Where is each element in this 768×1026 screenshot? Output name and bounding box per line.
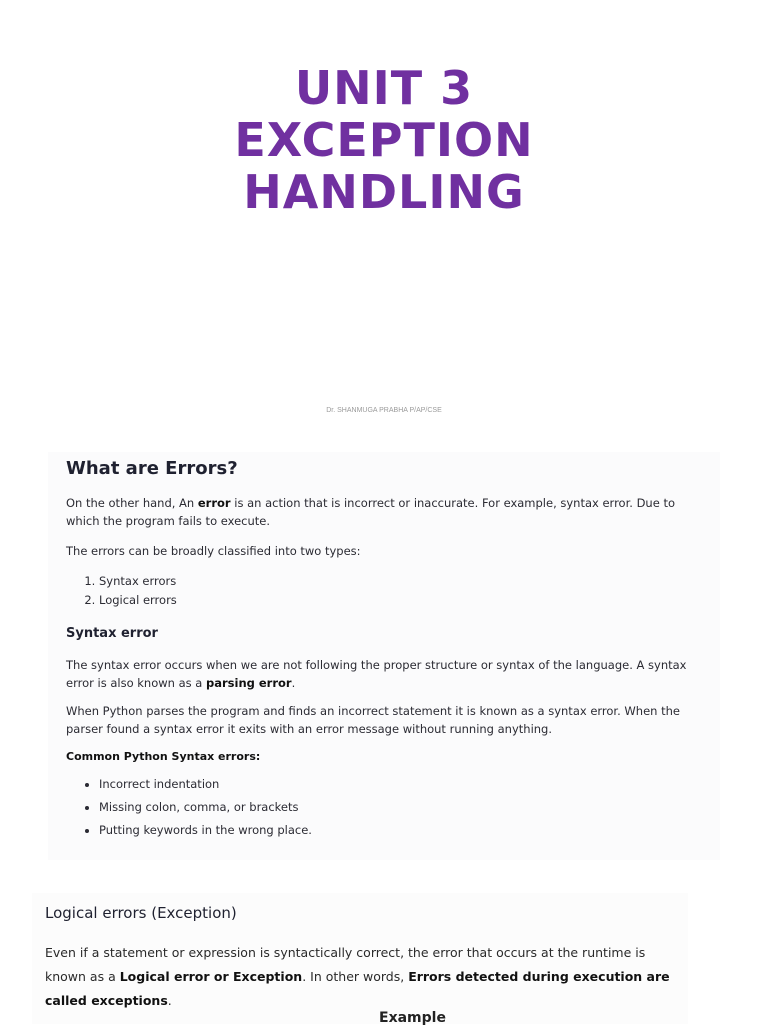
title-line-1: UNIT 3 [294, 61, 474, 115]
common-errors-heading: Common Python Syntax errors: [66, 750, 261, 763]
syntax-heading: Syntax error [66, 626, 158, 641]
error-types-list [66, 572, 702, 610]
errors-heading: What are Errors? [66, 458, 238, 479]
list-item: • Putting keywords in the wrong place. [99, 819, 702, 842]
slide-footer: Dr. SHANMUGA PRABHA P/AP/CSE [326, 407, 442, 414]
logical-errors-panel [32, 893, 688, 1024]
example-label: Example [379, 1010, 446, 1026]
logical-heading: Logical errors (Exception) [45, 904, 237, 922]
syntax-paragraph-1: The syntax error occurs when we are not following the proper structure or syntax of the language. A syntax error is also known as a parsing error. [66, 658, 687, 690]
title-line-2: EXCEPTION [234, 113, 534, 167]
list-item: 2. Logical errors [99, 591, 702, 610]
slide-title [0, 62, 768, 218]
common-errors-list [66, 773, 702, 842]
logical-paragraph: Even if a statement or expression is syntactically correct, the error that occurs at the runtime is known as a Logical error or Exception. In other words, Errors detected during execution are called exceptions. [45, 945, 670, 1008]
list-item: • Missing colon, comma, or brackets [99, 796, 702, 819]
classify-text: The errors can be broadly classified into two types: [66, 544, 361, 558]
title-line-3: HANDLING [243, 165, 525, 219]
errors-intro: On the other hand, An error is an action that is incorrect or inaccurate. For example, syntax error. Due to which the program fails to execute. [66, 496, 676, 528]
list-item: • Incorrect indentation [99, 773, 702, 796]
syntax-paragraph-2: When Python parses the program and finds an incorrect statement it is known as a syntax error. When the parser found a syntax error it exits with an error message without running anything. [66, 704, 680, 736]
errors-panel [48, 452, 720, 860]
list-item: 1. Syntax errors [99, 572, 702, 591]
